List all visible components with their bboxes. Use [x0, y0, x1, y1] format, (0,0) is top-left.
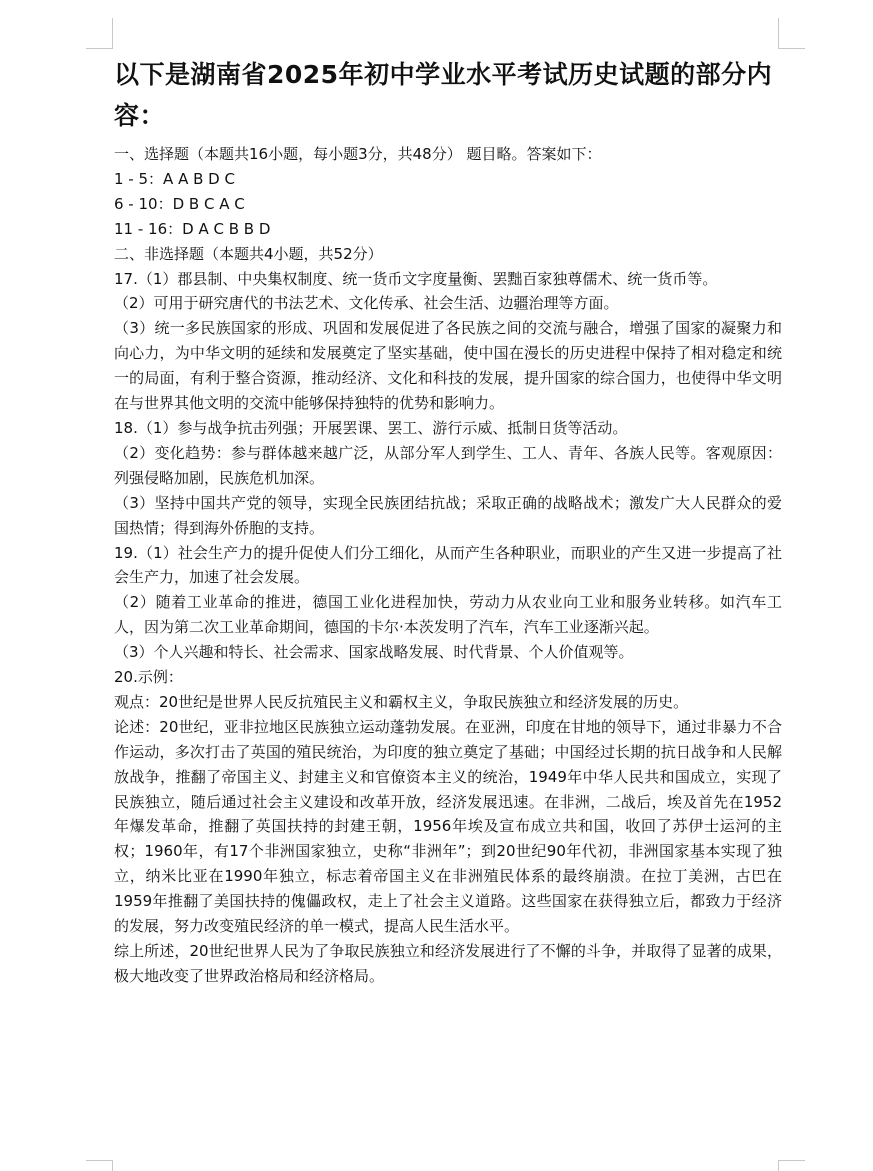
page-corner-mark-top-left	[86, 18, 113, 49]
paragraph: 20.示例：	[114, 668, 183, 687]
paragraph: （2）随着工业革命的推进，德国工业化进程加快，劳动力从农业向工业和服务业转移。如汽车工人，因为第二次工业革命期间，德国的卡尔·本茨发明了汽车，汽车工业逐渐兴起。	[114, 593, 782, 637]
paragraph: （2）可用于研究唐代的书法艺术、文化传承、社会生活、边疆治理等方面。	[114, 294, 619, 313]
paragraph: 二、非选择题（本题共4小题，共52分）	[114, 244, 383, 263]
page-corner-mark-top-right	[778, 18, 805, 49]
paragraph: 一、选择题（本题共16小题，每小题3分，共48分） 题目略。答案如下：	[114, 145, 602, 163]
paragraph: （3）个人兴趣和特长、社会需求、国家战略发展、时代背景、个人价值观等。	[114, 643, 634, 662]
paragraph: （3）统一多民族国家的形成、巩固和发展促进了各民族之间的交流与融合，增强了国家的凝聚力和向心力，为中华文明的延续和发展奠定了坚实基础，使中国在漫长的历史进程中保持了相对稳定和统一的局面，有利于整合资源，推动经济、文化和科技的发展，提升国家的综合国力，也使得中华文明在与世界其他文明的交流中能够保持独特的优势和影响力。	[114, 319, 782, 413]
paragraph: 6 - 10：D B C A C	[114, 194, 245, 213]
paragraph: 综上所述，20世纪世界人民为了争取民族独立和经济发展进行了不懈的斗争，并取得了显著的成果，极大地改变了世界政治格局和经济格局。	[114, 942, 782, 985]
paragraph: 论述：20世纪，亚非拉地区民族独立运动蓬勃发展。在亚洲，印度在甘地的领导下，通过非暴力不合作运动，多次打击了英国的殖民统治，为印度的独立奠定了基础；中国经过长期的抗日战争和人民解放战争，推翻了帝国主义、封建主义和官僚资本主义的统治，1949年中华人民共和国成立，实现了民族独立，随后通过社会主义建设和改革开放，经济发展迅速。在非洲，二战后，埃及首先在1952年爆发革命，推翻了英国扶持的封建王朝，1956年埃及宣布成立共和国，收回了苏伊士运河的主权；1960年，有17个非洲国家独立，史称“非洲年”；到20世纪90年代初，非洲国家基本实现了独立，纳米比亚在1990年独立，标志着帝国主义在非洲殖民体系的最终崩溃。在拉丁美洲，古巴在1959年推翻了美国扶持的傀儡政权，走上了社会主义道路。这些国家在获得独立后，都致力于经济的发展，努力改变殖民经济的单一模式，提高人民生活水平。	[114, 717, 782, 936]
document-title: 以下是湖南省2025年初中学业水平考试历史试题的部分内容：	[114, 60, 773, 130]
paragraph: 17.（1）郡县制、中央集权制度、统一货币文字度量衡、罢黜百家独尊儒术、统一货币等。	[114, 269, 718, 288]
paragraph: （2）变化趋势：参与群体越来越广泛，从部分军人到学生、工人、青年、各族人民等。客观原因：列强侵略加剧，民族危机加深。	[114, 443, 782, 487]
paragraph: 11 - 16：D A C B B D	[114, 219, 271, 238]
paragraph: （3）坚持中国共产党的领导，实现全民族团结抗战；采取正确的战略战术；激发广大人民群众的爱国热情；得到海外侨胞的支持。	[114, 493, 782, 537]
page-corner-mark-bottom-left	[86, 1160, 113, 1171]
document-body	[114, 142, 782, 989]
document-page	[114, 54, 782, 989]
page-corner-mark-bottom-right	[778, 1160, 805, 1171]
paragraph: 18.（1）参与战争抗击列强；开展罢课、罢工、游行示威、抵制日货等活动。	[114, 418, 628, 437]
paragraph: 19.（1）社会生产力的提升促使人们分工细化，从而产生各种职业，而职业的产生又进一步提高了社会生产力，加速了社会发展。	[114, 543, 782, 587]
paragraph: 1 - 5：A A B D C	[114, 169, 235, 188]
paragraph: 观点：20世纪是世界人民反抗殖民主义和霸权主义，争取民族独立和经济发展的历史。	[114, 692, 689, 711]
